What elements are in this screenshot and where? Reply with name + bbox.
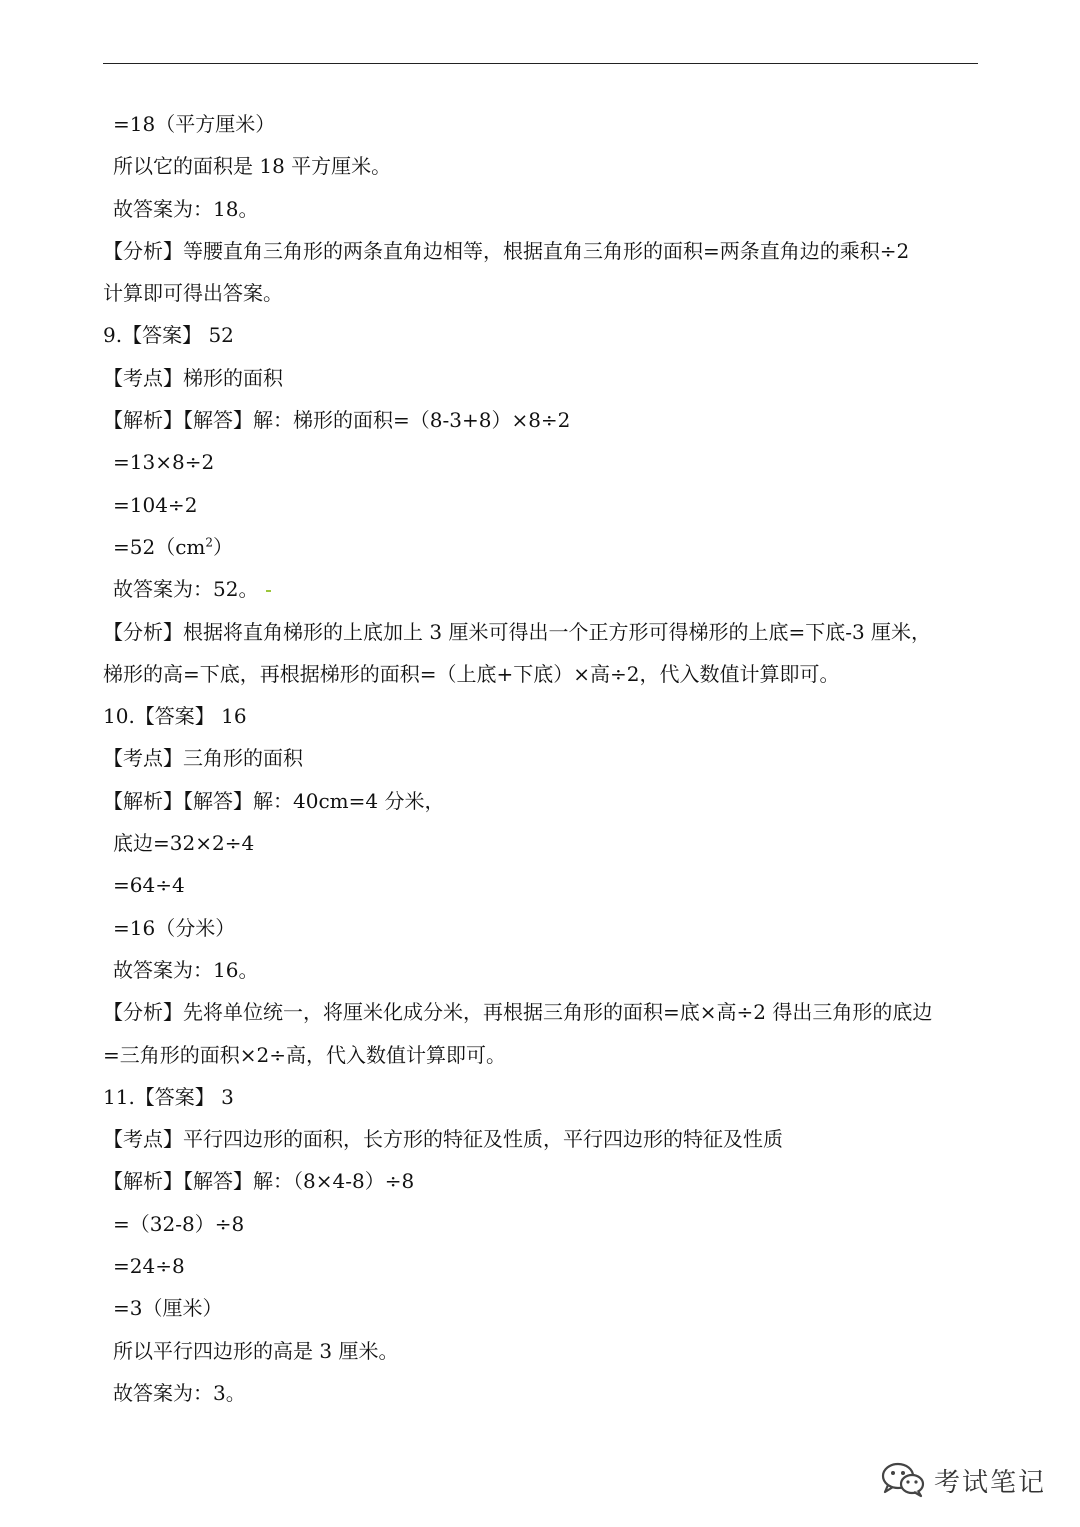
text-line: =104÷2: [113, 492, 198, 517]
answer-heading-11: 11.【答案】 3: [103, 1084, 234, 1109]
superscript: 2: [205, 535, 214, 550]
text-line: =13×8÷2: [113, 450, 215, 475]
text-line: 故答案为：16。: [113, 957, 259, 982]
topic-line: 【考点】平行四边形的面积，长方形的特征及性质，平行四边形的特征及性质: [103, 1127, 783, 1152]
answer-heading-10: 10.【答案】 16: [103, 704, 247, 729]
text-line: 底边=32×2÷4: [113, 831, 255, 856]
document-body: [103, 103, 978, 1414]
watermark: [880, 1460, 1046, 1500]
analysis-line: 【分析】先将单位统一，将厘米化成分米，再根据三角形的面积=底×高÷2 得出三角形的底边: [103, 1000, 933, 1025]
formula-text: =52（cm: [113, 534, 206, 559]
text-line: [103, 568, 978, 610]
topic-line: 【考点】梯形的面积: [103, 365, 283, 390]
text-line: 所以平行四边形的高是 3 厘米。: [113, 1338, 399, 1363]
text-line: [103, 526, 978, 568]
text-line: 所以它的面积是 18 平方厘米。: [113, 154, 392, 179]
answer-heading-9: 9.【答案】 52: [103, 323, 234, 348]
solution-line: 【解析】【解答】解：40cm=4 分米，: [103, 788, 445, 813]
text-line: =24÷8: [113, 1254, 185, 1279]
conclusion-text: 故答案为：52。: [113, 577, 259, 602]
green-mark: [266, 590, 271, 592]
analysis-line: 【分析】根据将直角梯形的上底加上 3 厘米可得出一个正方形可得梯形的上底=下底-3 厘米，: [103, 619, 932, 644]
topic-line: 【考点】三角形的面积: [103, 746, 303, 771]
watermark-text: 考试笔记: [934, 1467, 1047, 1498]
solution-line: 【解析】【解答】解：（8×4-8）÷8: [103, 1169, 415, 1194]
text-line: =（32-8）÷8: [113, 1211, 245, 1236]
wechat-icon: [880, 1461, 926, 1499]
text-line: =18（平方厘米）: [113, 112, 276, 136]
text-line: =16（分米）: [113, 915, 236, 940]
analysis-line: 梯形的高=下底，再根据梯形的面积=（上底+下底）×高÷2，代入数值计算即可。: [103, 661, 840, 686]
formula-text: ）: [213, 534, 234, 559]
text-line: 故答案为：3。: [113, 1380, 246, 1405]
analysis-line: 计算即可得出答案。: [103, 281, 283, 306]
analysis-line: 【分析】等腰直角三角形的两条直角边相等，根据直角三角形的面积=两条直角边的乘积÷2: [103, 238, 910, 263]
text-line: =3（厘米）: [113, 1296, 223, 1321]
text-line: =64÷4: [113, 873, 185, 898]
text-line: 故答案为：18。: [113, 196, 259, 221]
header-rule: [103, 63, 978, 64]
analysis-line: =三角形的面积×2÷高，代入数值计算即可。: [103, 1042, 506, 1067]
solution-line: 【解析】【解答】解：梯形的面积=（8-3+8）×8÷2: [103, 408, 571, 433]
